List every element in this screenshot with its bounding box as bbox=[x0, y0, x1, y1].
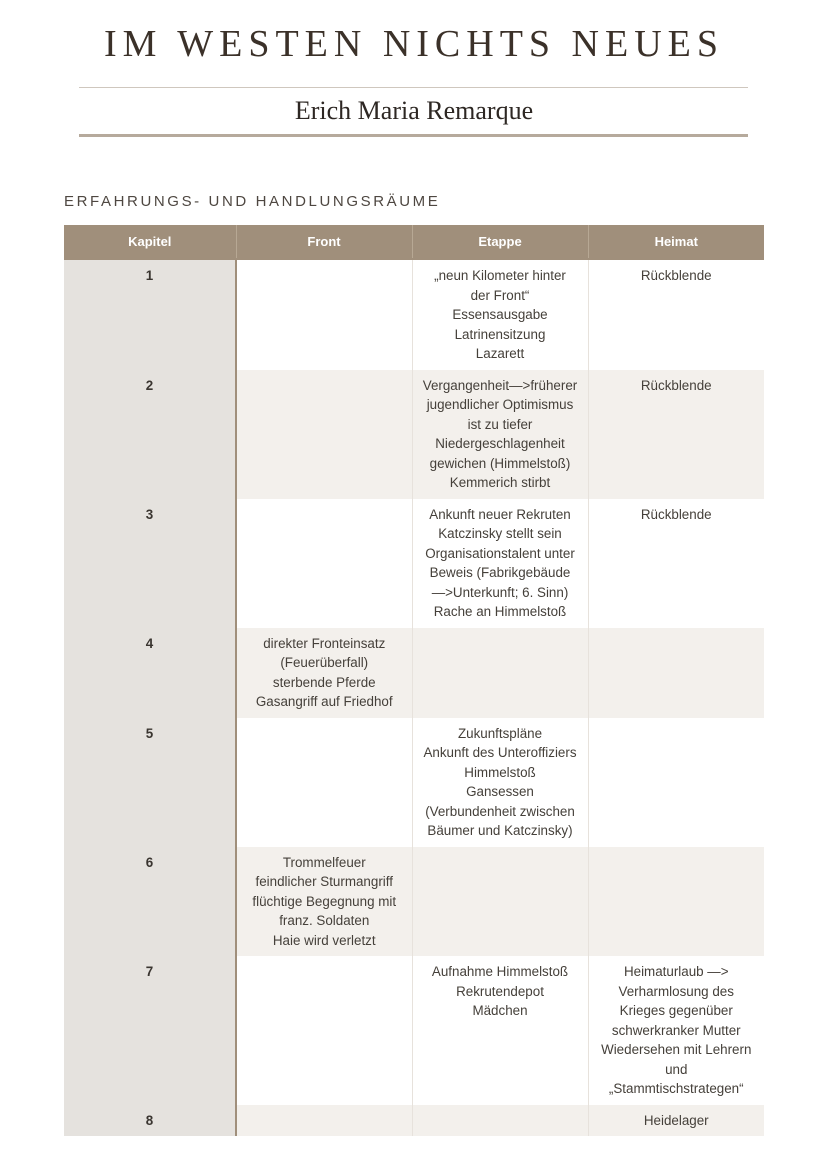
header-front: Front bbox=[236, 225, 412, 259]
cell-etappe bbox=[412, 718, 588, 847]
cell-front bbox=[236, 847, 412, 957]
table-row bbox=[64, 718, 764, 847]
cell-line: Rückblende bbox=[640, 377, 712, 393]
cell-line: Bäumer und Katczinsky) bbox=[427, 823, 573, 838]
cell-kapitel: 5 bbox=[64, 718, 236, 847]
cell-front bbox=[236, 628, 412, 718]
document-title: IM WESTEN NICHTS NEUES bbox=[103, 23, 724, 65]
cell-line: Zukunftspläne bbox=[457, 725, 543, 741]
cell-kapitel: 3 bbox=[64, 499, 236, 628]
cell-front bbox=[236, 718, 412, 847]
cell-line: Niedergeschlagenheit bbox=[435, 436, 565, 451]
title-divider bbox=[79, 87, 748, 88]
cell-front bbox=[236, 370, 412, 499]
cell-line: Kemmerich stirbt bbox=[449, 475, 551, 490]
table-row bbox=[64, 847, 764, 957]
cell-line: feindlicher Sturmangriff bbox=[255, 874, 393, 889]
cell-etappe bbox=[412, 847, 588, 957]
table-row bbox=[64, 628, 764, 718]
cell-line: und bbox=[665, 1061, 688, 1077]
cell-etappe bbox=[412, 259, 588, 370]
cell-kapitel: 1 bbox=[64, 259, 236, 370]
author-name: Erich Maria Remarque bbox=[294, 96, 534, 125]
cell-line: Essensausgabe bbox=[452, 307, 548, 322]
cell-line: Rückblende bbox=[640, 506, 712, 522]
cell-line: (Feuerüberfall) bbox=[280, 655, 369, 670]
cell-front bbox=[236, 259, 412, 370]
cell-line: (Verbundenheit zwischen bbox=[425, 803, 575, 819]
table-row bbox=[64, 370, 764, 499]
table-row bbox=[64, 956, 764, 1105]
cell-line: Rache an Himmelstoß bbox=[433, 604, 567, 619]
cell-front bbox=[236, 1105, 412, 1137]
cell-line: Ankunft neuer Rekruten bbox=[429, 506, 571, 522]
cell-line: sterbende Pferde bbox=[272, 674, 376, 690]
cell-etappe bbox=[412, 956, 588, 1105]
cell-kapitel: 6 bbox=[64, 847, 236, 957]
cell-heimat bbox=[588, 718, 764, 847]
cell-line: direkter Fronteinsatz bbox=[263, 635, 386, 651]
cell-heimat bbox=[588, 1105, 764, 1137]
cell-line: flüchtige Begegnung mit bbox=[252, 893, 397, 909]
cell-heimat bbox=[588, 628, 764, 718]
cell-kapitel: 4 bbox=[64, 628, 236, 718]
cell-front bbox=[236, 956, 412, 1105]
cell-line: gewichen (Himmelstoß) bbox=[429, 455, 571, 471]
cell-front bbox=[236, 499, 412, 628]
cell-line: „neun Kilometer hinter bbox=[434, 268, 566, 283]
cell-line: Wiedersehen mit Lehrern bbox=[601, 1042, 752, 1057]
cell-line: Beweis (Fabrikgebäude bbox=[429, 565, 571, 580]
cell-line: schwerkranker Mutter bbox=[611, 1022, 741, 1038]
cell-line: Mädchen bbox=[472, 1003, 528, 1018]
table-row bbox=[64, 1105, 764, 1137]
cell-kapitel: 2 bbox=[64, 370, 236, 499]
cell-line: Verharmlosung des bbox=[618, 983, 734, 999]
cell-heimat bbox=[588, 847, 764, 957]
section-heading: ERFAHRUNGS- UND HANDLUNGSRÄUME bbox=[64, 193, 441, 210]
cell-line: jugendlicher Optimismus bbox=[426, 397, 574, 412]
table-row bbox=[64, 499, 764, 628]
cell-line: Heidelager bbox=[643, 1112, 709, 1128]
cell-line: der Front“ bbox=[470, 287, 530, 303]
cell-heimat bbox=[588, 259, 764, 370]
cell-line: Haie wird verletzt bbox=[272, 932, 376, 948]
cell-line: Krieges gegenüber bbox=[619, 1003, 733, 1018]
cell-kapitel: 7 bbox=[64, 956, 236, 1105]
cell-line: Aufnahme Himmelstoß bbox=[431, 964, 569, 979]
cell-line: —>Unterkunft; 6. Sinn) bbox=[431, 584, 569, 600]
cell-line: Ankunft des Unteroffiziers bbox=[423, 745, 577, 760]
cell-line: Latrinensitzung bbox=[454, 326, 546, 342]
cell-etappe bbox=[412, 628, 588, 718]
cell-kapitel: 8 bbox=[64, 1105, 236, 1137]
cell-etappe bbox=[412, 370, 588, 499]
cell-heimat bbox=[588, 499, 764, 628]
cell-line: Vergangenheit—>früherer bbox=[422, 377, 578, 393]
cell-line: ist zu tiefer bbox=[467, 416, 533, 432]
cell-line: Rekrutendepot bbox=[456, 983, 544, 999]
cell-line: Katczinsky stellt sein bbox=[438, 526, 562, 541]
header-kapitel: Kapitel bbox=[64, 225, 236, 259]
cell-line: Lazarett bbox=[475, 346, 525, 361]
cell-etappe bbox=[412, 1105, 588, 1137]
cell-line: Heimaturlaub —> bbox=[623, 964, 729, 979]
cell-line: Trommelfeuer bbox=[282, 854, 366, 870]
cell-line: Organisationstalent unter bbox=[425, 545, 575, 561]
cell-heimat bbox=[588, 370, 764, 499]
cell-line: Gansessen bbox=[466, 784, 534, 799]
header-heimat: Heimat bbox=[588, 225, 764, 259]
cell-line: Rückblende bbox=[640, 268, 712, 283]
chapter-table bbox=[64, 225, 764, 1136]
table-header-row bbox=[64, 225, 764, 259]
cell-line: Gasangriff auf Friedhof bbox=[255, 694, 393, 709]
author-divider bbox=[79, 134, 748, 137]
header-etappe: Etappe bbox=[412, 225, 588, 259]
cell-etappe bbox=[412, 499, 588, 628]
table-row bbox=[64, 259, 764, 370]
cell-line: „Stammtischstrategen“ bbox=[608, 1081, 744, 1096]
cell-heimat bbox=[588, 956, 764, 1105]
cell-line: franz. Soldaten bbox=[279, 913, 370, 928]
cell-line: Himmelstoß bbox=[464, 764, 536, 780]
